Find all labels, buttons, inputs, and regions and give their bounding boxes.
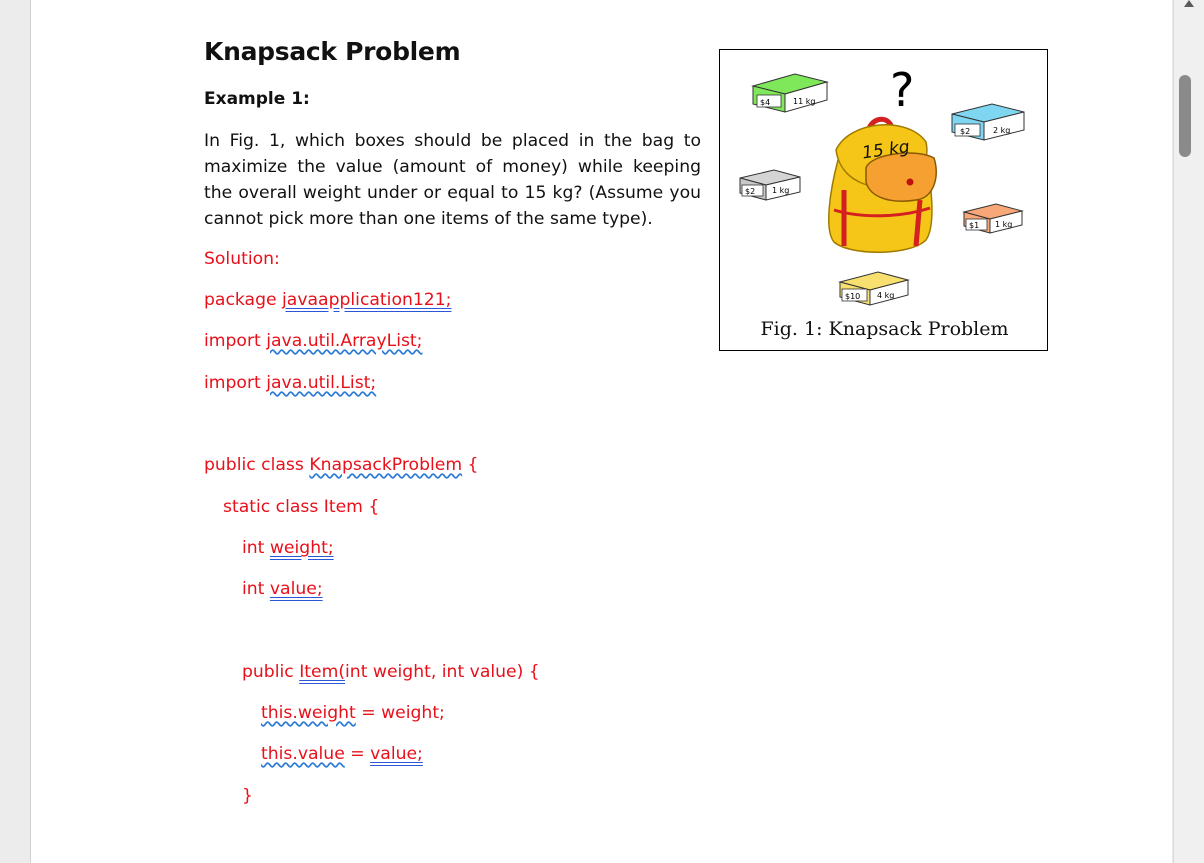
code-line-assign-weight: this.weight = weight; — [261, 703, 445, 723]
code-line-class-decl: public class KnapsackProblem { — [204, 455, 479, 475]
figure-caption: Fig. 1: Knapsack Problem — [760, 318, 1009, 340]
question-mark: ? — [890, 63, 915, 117]
solution-label: Solution: — [204, 249, 280, 269]
svg-text:4 kg: 4 kg — [877, 291, 895, 300]
knapsack-figure — [719, 49, 1048, 351]
box-green — [753, 74, 827, 112]
left-margin-strip — [0, 0, 31, 863]
code-line-import-arraylist: import java.util.ArrayList; — [204, 331, 423, 351]
box-blue — [952, 104, 1024, 140]
svg-text:$4: $4 — [760, 98, 771, 107]
svg-text:11 kg: 11 kg — [793, 97, 816, 106]
svg-text:2 kg: 2 kg — [993, 126, 1011, 135]
box-yellow — [840, 272, 908, 305]
box-gray — [740, 170, 800, 200]
question-paragraph: In Fig. 1, which boxes should be placed in the bag to maximize the value (amount of money) while keeping the overall weight under or equal to 15 kg? (Assume you cannot pick more than one items of the same type). — [204, 131, 701, 229]
svg-text:$1: $1 — [969, 221, 980, 230]
svg-text:$2: $2 — [745, 187, 756, 196]
code-line-static-class: static class Item { — [223, 497, 380, 517]
svg-text:$2: $2 — [960, 127, 971, 136]
box-orange — [964, 204, 1022, 233]
scroll-thumb[interactable] — [1179, 75, 1191, 157]
code-line-constructor: public Item(int weight, int value) { — [242, 662, 540, 682]
bag-weight-label: 15 kg — [860, 136, 911, 164]
svg-text:1 kg: 1 kg — [772, 186, 790, 195]
code-line-value-field: int value; — [242, 579, 323, 599]
page-title: Knapsack Problem — [204, 37, 461, 66]
code-line-package: package javaapplication121; — [204, 290, 452, 310]
knapsack-illustration — [720, 50, 1049, 312]
code-line-weight-field: int weight; — [242, 538, 334, 558]
backpack — [829, 119, 936, 252]
code-line-assign-value: this.value = value; — [261, 744, 423, 764]
svg-text:$10: $10 — [845, 292, 861, 301]
example-heading: Example 1: — [204, 89, 310, 109]
code-line-close-brace: } — [242, 786, 253, 806]
code-line-import-list: import java.util.List; — [204, 373, 377, 393]
svg-text:1 kg: 1 kg — [995, 220, 1013, 229]
scroll-up-arrow-icon[interactable] — [1184, 0, 1194, 7]
